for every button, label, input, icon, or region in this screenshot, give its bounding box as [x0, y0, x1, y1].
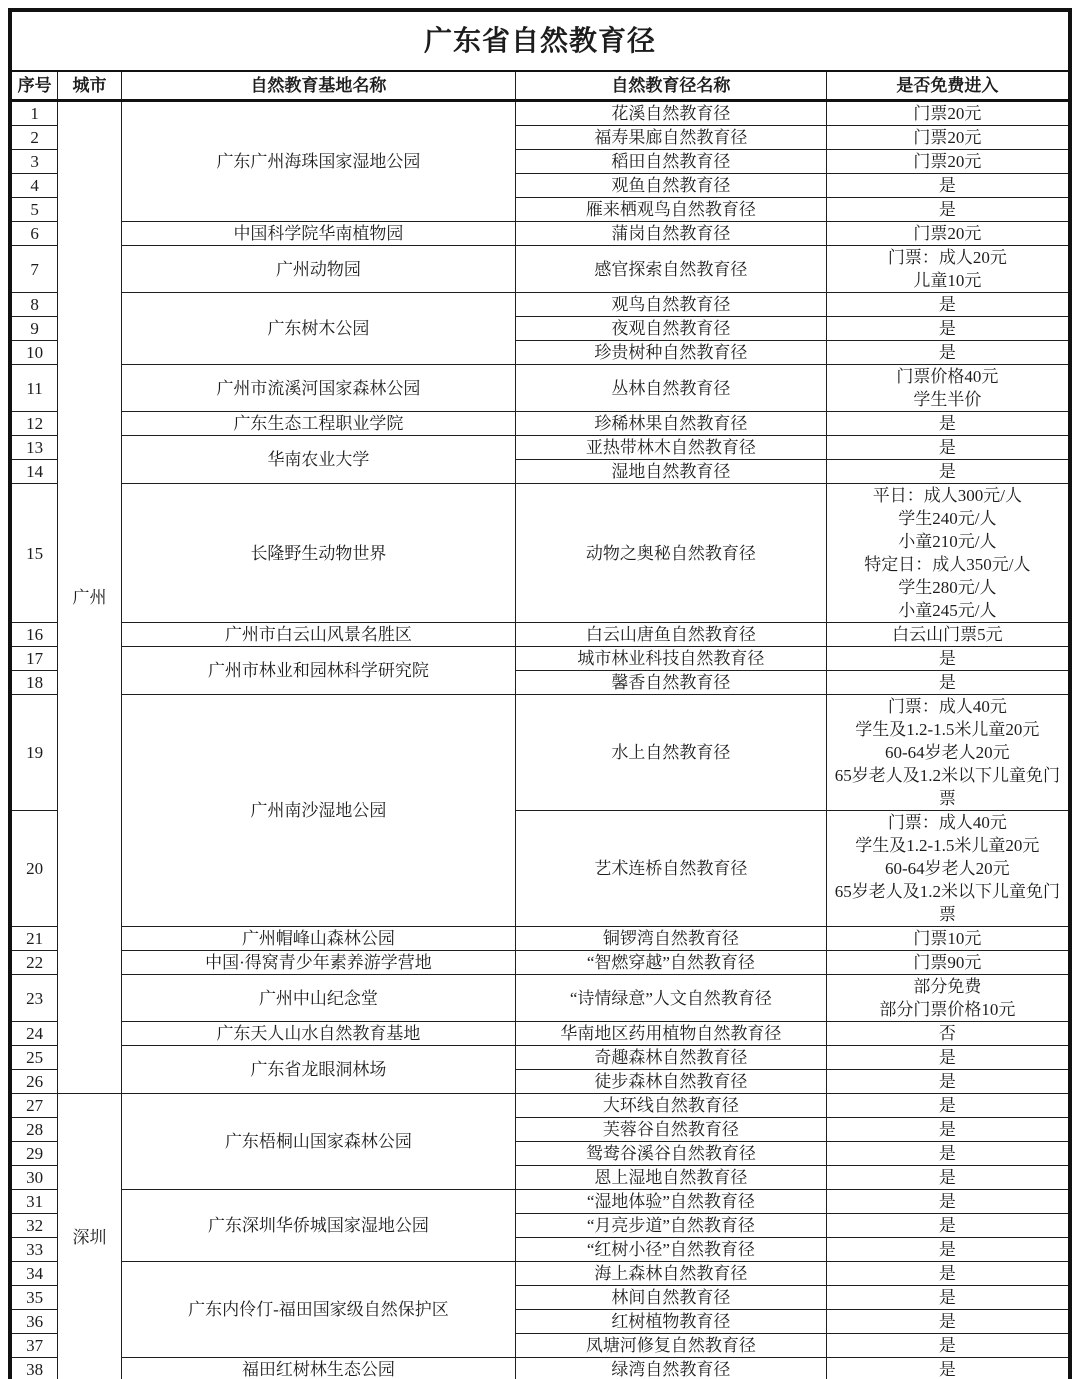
fee-cell — [826, 927, 1070, 951]
row-number-cell: 18 — [10, 671, 58, 695]
row-number-cell: 22 — [10, 951, 58, 975]
fee-line: 学生及1.2-1.5米儿童20元 — [855, 836, 1040, 855]
fee-cell — [826, 1214, 1070, 1238]
table-row — [10, 1358, 1070, 1379]
row-number-cell: 7 — [10, 246, 58, 293]
fee-line: 学生及1.2-1.5米儿童20元 — [855, 720, 1040, 739]
fee-cell — [826, 1310, 1070, 1334]
fee-cell — [826, 1262, 1070, 1286]
fee-line: 学生280元/人 — [898, 578, 997, 597]
fee-line: 是 — [938, 414, 956, 433]
fee-line: 部分门票价格10元 — [879, 1000, 1016, 1019]
fee-line: 门票20元 — [913, 152, 982, 171]
fee-cell — [826, 484, 1070, 623]
trail-name-cell: 珍贵树种自然教育径 — [516, 341, 827, 365]
trail-name-cell: 福寿果廊自然教育径 — [516, 126, 827, 150]
trail-name-cell: 铜锣湾自然教育径 — [516, 927, 827, 951]
fee-cell — [826, 1022, 1070, 1046]
trail-name-cell: 观鸟自然教育径 — [516, 293, 827, 317]
fee-line: 65岁老人及1.2米以下儿童免门票 — [834, 766, 1060, 808]
trail-name-cell: 丛林自然教育径 — [516, 365, 827, 412]
trail-name-cell: “红树小径”自然教育径 — [516, 1238, 827, 1262]
fee-line: 门票：成人40元 — [887, 813, 1007, 832]
trail-name-cell: 大环线自然教育径 — [516, 1094, 827, 1118]
fee-line: 是 — [938, 1120, 956, 1139]
fee-line: 是 — [938, 343, 956, 362]
trail-name-cell: 蒲岗自然教育径 — [516, 222, 827, 246]
trail-name-cell: 红树植物教育径 — [516, 1310, 827, 1334]
fee-line: 60-64岁老人20元 — [885, 859, 1010, 878]
base-name-cell: 广州市林业和园林科学研究院 — [121, 647, 515, 695]
trail-name-cell: “诗情绿意”人文自然教育径 — [516, 975, 827, 1022]
base-name-cell: 广东树木公园 — [121, 293, 515, 365]
base-name-cell: 广东天人山水自然教育基地 — [121, 1022, 515, 1046]
fee-cell — [826, 341, 1070, 365]
table-row — [10, 101, 1070, 126]
trail-name-cell: 艺术连桥自然教育径 — [516, 811, 827, 927]
fee-line: 65岁老人及1.2米以下儿童免门票 — [834, 882, 1060, 924]
base-name-cell: 福田红树林生态公园 — [121, 1358, 515, 1379]
fee-cell — [826, 198, 1070, 222]
trail-name-cell: 湿地自然教育径 — [516, 460, 827, 484]
city-cell: 广州 — [58, 101, 122, 1094]
row-number-cell: 15 — [10, 484, 58, 623]
row-number-cell: 19 — [10, 695, 58, 811]
fee-line: 小童245元/人 — [898, 601, 997, 620]
row-number-cell: 5 — [10, 198, 58, 222]
trail-name-cell: 馨香自然教育径 — [516, 671, 827, 695]
base-name-cell: 广东广州海珠国家湿地公园 — [121, 101, 515, 222]
base-name-cell: 中国科学院华南植物园 — [121, 222, 515, 246]
fee-cell — [826, 951, 1070, 975]
trail-name-cell: 华南地区药用植物自然教育径 — [516, 1022, 827, 1046]
title-row — [10, 10, 1070, 71]
table-row — [10, 412, 1070, 436]
fee-cell — [826, 647, 1070, 671]
base-name-cell: 广州帽峰山森林公园 — [121, 927, 515, 951]
table-row — [10, 975, 1070, 1022]
row-number-cell: 25 — [10, 1046, 58, 1070]
row-number-cell: 30 — [10, 1166, 58, 1190]
fee-cell — [826, 126, 1070, 150]
row-number-cell: 27 — [10, 1094, 58, 1118]
base-name-cell: 广州市流溪河国家森林公园 — [121, 365, 515, 412]
trail-name-cell: 感官探索自然教育径 — [516, 246, 827, 293]
fee-line: 否 — [938, 1024, 956, 1043]
base-name-cell: 广东梧桐山国家森林公园 — [121, 1094, 515, 1190]
trail-name-cell: 水上自然教育径 — [516, 695, 827, 811]
fee-line: 特定日：成人350元/人 — [864, 555, 1031, 574]
fee-line: 是 — [938, 1216, 956, 1235]
fee-line: 是 — [938, 438, 956, 457]
table-row — [10, 293, 1070, 317]
col-header-base-name: 自然教育基地名称 — [121, 71, 515, 101]
fee-cell — [826, 365, 1070, 412]
row-number-cell: 33 — [10, 1238, 58, 1262]
row-number-cell: 35 — [10, 1286, 58, 1310]
fee-line: 是 — [938, 1312, 956, 1331]
table-row — [10, 623, 1070, 647]
row-number-cell: 6 — [10, 222, 58, 246]
fee-cell — [826, 293, 1070, 317]
fee-line: 是 — [938, 1048, 956, 1067]
city-cell: 深圳 — [58, 1094, 122, 1379]
row-number-cell: 31 — [10, 1190, 58, 1214]
fee-cell — [826, 174, 1070, 198]
trail-name-cell: 鸳鸯谷溪谷自然教育径 — [516, 1142, 827, 1166]
fee-line: 儿童10元 — [913, 271, 982, 290]
fee-cell — [826, 246, 1070, 293]
trail-name-cell: “智燃穿越”自然教育径 — [516, 951, 827, 975]
table-row — [10, 1190, 1070, 1214]
table-row — [10, 647, 1070, 671]
trail-name-cell: 夜观自然教育径 — [516, 317, 827, 341]
row-number-cell: 13 — [10, 436, 58, 460]
col-header-city: 城市 — [58, 71, 122, 101]
row-number-cell: 38 — [10, 1358, 58, 1379]
fee-cell — [826, 671, 1070, 695]
fee-cell — [826, 1238, 1070, 1262]
row-number-cell: 2 — [10, 126, 58, 150]
base-name-cell: 广东深圳华侨城国家湿地公园 — [121, 1190, 515, 1262]
fee-line: 是 — [938, 1168, 956, 1187]
row-number-cell: 11 — [10, 365, 58, 412]
row-number-cell: 21 — [10, 927, 58, 951]
fee-line: 是 — [938, 1360, 956, 1379]
trail-name-cell: 观鱼自然教育径 — [516, 174, 827, 198]
table-row — [10, 484, 1070, 623]
col-header-index: 序号 — [10, 71, 58, 101]
fee-line: 是 — [938, 295, 956, 314]
trail-name-cell: 凤塘河修复自然教育径 — [516, 1334, 827, 1358]
fee-cell — [826, 975, 1070, 1022]
base-name-cell: 长隆野生动物世界 — [121, 484, 515, 623]
fee-line: 是 — [938, 1072, 956, 1091]
row-number-cell: 34 — [10, 1262, 58, 1286]
fee-line: 是 — [938, 1288, 956, 1307]
row-number-cell: 12 — [10, 412, 58, 436]
fee-cell — [826, 412, 1070, 436]
base-name-cell: 华南农业大学 — [121, 436, 515, 484]
trail-name-cell: 稻田自然教育径 — [516, 150, 827, 174]
fee-cell — [826, 623, 1070, 647]
col-header-fee: 是否免费进入 — [826, 71, 1070, 101]
row-number-cell: 10 — [10, 341, 58, 365]
table-row — [10, 951, 1070, 975]
row-number-cell: 4 — [10, 174, 58, 198]
fee-cell — [826, 1190, 1070, 1214]
table-row — [10, 1022, 1070, 1046]
fee-cell — [826, 150, 1070, 174]
trail-name-cell: 绿湾自然教育径 — [516, 1358, 827, 1379]
fee-cell — [826, 222, 1070, 246]
fee-line: 小童210元/人 — [898, 532, 997, 551]
trail-name-cell: 奇趣森林自然教育径 — [516, 1046, 827, 1070]
trail-name-cell: 城市林业科技自然教育径 — [516, 647, 827, 671]
trail-name-cell: 花溪自然教育径 — [516, 101, 827, 126]
row-number-cell: 29 — [10, 1142, 58, 1166]
fee-line: 是 — [938, 462, 956, 481]
fee-cell — [826, 1334, 1070, 1358]
fee-line: 是 — [938, 673, 956, 692]
table-row — [10, 246, 1070, 293]
fee-cell — [826, 1046, 1070, 1070]
fee-cell — [826, 1118, 1070, 1142]
row-number-cell: 24 — [10, 1022, 58, 1046]
row-number-cell: 32 — [10, 1214, 58, 1238]
fee-cell — [826, 1166, 1070, 1190]
table-row — [10, 1262, 1070, 1286]
fee-line: 学生240元/人 — [898, 509, 997, 528]
fee-cell — [826, 101, 1070, 126]
fee-line: 是 — [938, 649, 956, 668]
fee-line: 部分免费 — [913, 977, 982, 996]
fee-cell — [826, 695, 1070, 811]
fee-line: 是 — [938, 176, 956, 195]
base-name-cell: 中国·得窝青少年素养游学营地 — [121, 951, 515, 975]
table-row — [10, 927, 1070, 951]
fee-cell — [826, 1286, 1070, 1310]
trail-name-cell: “湿地体验”自然教育径 — [516, 1190, 827, 1214]
fee-line: 门票：成人40元 — [887, 697, 1007, 716]
table-row — [10, 1094, 1070, 1118]
base-name-cell: 广州动物园 — [121, 246, 515, 293]
fee-line: 是 — [938, 1192, 956, 1211]
row-number-cell: 16 — [10, 623, 58, 647]
base-name-cell: 广州南沙湿地公园 — [121, 695, 515, 927]
fee-cell — [826, 1094, 1070, 1118]
trail-name-cell: 恩上湿地自然教育径 — [516, 1166, 827, 1190]
row-number-cell: 26 — [10, 1070, 58, 1094]
table-row — [10, 365, 1070, 412]
row-number-cell: 36 — [10, 1310, 58, 1334]
fee-cell — [826, 317, 1070, 341]
trail-name-cell: 亚热带林木自然教育径 — [516, 436, 827, 460]
fee-line: 门票20元 — [913, 128, 982, 147]
row-number-cell: 3 — [10, 150, 58, 174]
header-row — [10, 71, 1070, 101]
nature-trails-table — [8, 8, 1072, 1379]
fee-line: 学生半价 — [913, 390, 982, 409]
row-number-cell: 37 — [10, 1334, 58, 1358]
trail-name-cell: 雁来栖观鸟自然教育径 — [516, 198, 827, 222]
row-number-cell: 8 — [10, 293, 58, 317]
page-title: 广东省自然教育径 — [10, 10, 1070, 71]
fee-cell — [826, 1358, 1070, 1379]
fee-cell — [826, 811, 1070, 927]
fee-line: 门票90元 — [913, 953, 982, 972]
base-name-cell: 广东生态工程职业学院 — [121, 412, 515, 436]
table-row — [10, 222, 1070, 246]
col-header-trail-name: 自然教育径名称 — [516, 71, 827, 101]
fee-line: 是 — [938, 200, 956, 219]
base-name-cell: 广州市白云山风景名胜区 — [121, 623, 515, 647]
fee-line: 平日：成人300元/人 — [872, 486, 1022, 505]
fee-cell — [826, 1142, 1070, 1166]
row-number-cell: 1 — [10, 101, 58, 126]
trail-name-cell: 动物之奥秘自然教育径 — [516, 484, 827, 623]
base-name-cell: 广州中山纪念堂 — [121, 975, 515, 1022]
fee-line: 门票价格40元 — [896, 367, 999, 386]
fee-line: 门票20元 — [913, 104, 982, 123]
fee-cell — [826, 436, 1070, 460]
fee-cell — [826, 1070, 1070, 1094]
fee-cell — [826, 460, 1070, 484]
base-name-cell: 广东省龙眼洞林场 — [121, 1046, 515, 1094]
fee-line: 门票10元 — [913, 929, 982, 948]
trail-name-cell: 海上森林自然教育径 — [516, 1262, 827, 1286]
fee-line: 是 — [938, 1336, 956, 1355]
table-row — [10, 436, 1070, 460]
fee-line: 是 — [938, 1264, 956, 1283]
table-row — [10, 1046, 1070, 1070]
fee-line: 白云山门票5元 — [892, 625, 1003, 644]
trail-name-cell: 白云山唐鱼自然教育径 — [516, 623, 827, 647]
table-row — [10, 695, 1070, 811]
table-body — [10, 101, 1070, 1379]
trail-name-cell: 徒步森林自然教育径 — [516, 1070, 827, 1094]
fee-line: 门票20元 — [913, 224, 982, 243]
fee-line: 是 — [938, 1240, 956, 1259]
trail-name-cell: 珍稀林果自然教育径 — [516, 412, 827, 436]
row-number-cell: 9 — [10, 317, 58, 341]
row-number-cell: 28 — [10, 1118, 58, 1142]
row-number-cell: 14 — [10, 460, 58, 484]
fee-line: 60-64岁老人20元 — [885, 743, 1010, 762]
trail-name-cell: “月亮步道”自然教育径 — [516, 1214, 827, 1238]
base-name-cell: 广东内伶仃-福田国家级自然保护区 — [121, 1262, 515, 1358]
fee-line: 是 — [938, 319, 956, 338]
fee-line: 是 — [938, 1096, 956, 1115]
fee-line: 门票：成人20元 — [887, 248, 1007, 267]
trail-name-cell: 林间自然教育径 — [516, 1286, 827, 1310]
row-number-cell: 17 — [10, 647, 58, 671]
row-number-cell: 20 — [10, 811, 58, 927]
trail-name-cell: 芙蓉谷自然教育径 — [516, 1118, 827, 1142]
fee-line: 是 — [938, 1144, 956, 1163]
row-number-cell: 23 — [10, 975, 58, 1022]
